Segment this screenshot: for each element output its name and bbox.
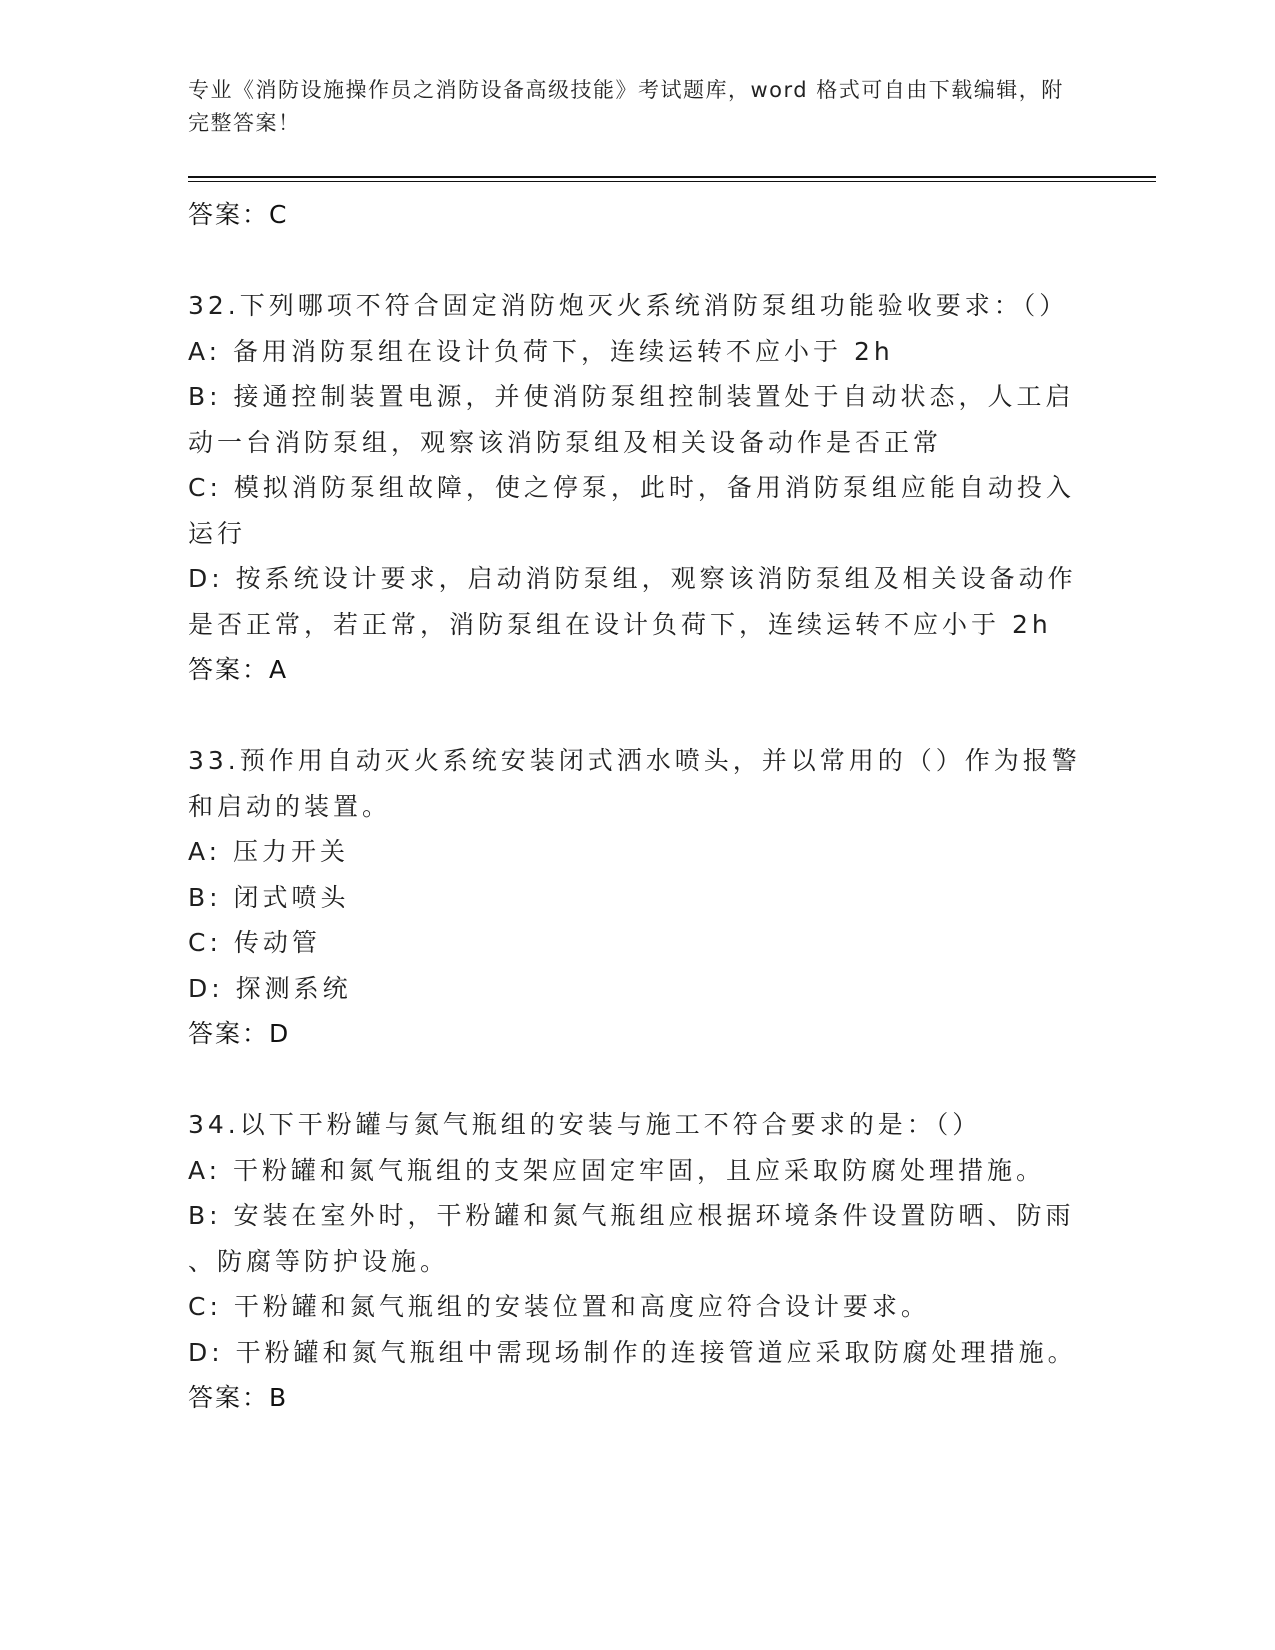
- answer-line: 答案：C: [188, 200, 289, 229]
- spacer: [188, 1057, 1088, 1103]
- question-33: [188, 738, 1088, 1057]
- option-line: 动一台消防泵组，观察该消防泵组及相关设备动作是否正常: [188, 427, 943, 457]
- answer-line: 答案：B: [188, 1383, 289, 1412]
- option-line: C: 干粉罐和氮气瓶组的安装位置和高度应符合设计要求。: [188, 1292, 930, 1321]
- spacer: [188, 238, 1088, 284]
- spacer: [188, 693, 1088, 739]
- question-34: [188, 1102, 1088, 1421]
- option-line: A: 备用消防泵组在设计负荷下，连续运转不应小于 2h: [188, 336, 894, 366]
- option-line: B: 安装在室外时，干粉罐和氮气瓶组应根据环境条件设置防晒、防雨: [188, 1201, 1075, 1230]
- option-line: C: 传动管: [188, 928, 321, 957]
- option-line: A: 干粉罐和氮气瓶组的支架应固定牢固，且应采取防腐处理措施。: [188, 1155, 1046, 1185]
- option-line: B: 接通控制装置电源，并使消防泵组控制装置处于自动状态，人工启: [188, 382, 1075, 411]
- answer-line: 答案：D: [188, 1019, 291, 1048]
- question-text: 32.下列哪项不符合固定消防炮灭火系统消防泵组功能验收要求：（）: [188, 291, 1069, 320]
- header-rule-thick: [188, 176, 1156, 178]
- option-line: A: 压力开关: [188, 837, 350, 866]
- option-line: B: 闭式喷头: [188, 882, 350, 912]
- question-text: 和启动的装置。: [188, 791, 392, 821]
- option-line: 是否正常，若正常，消防泵组在设计负荷下，连续运转不应小于 2h: [188, 609, 1052, 639]
- option-line: C: 模拟消防泵组故障，使之停泵，此时，备用消防泵组应能自动投入: [188, 473, 1075, 502]
- option-line: D: 探测系统: [188, 973, 352, 1003]
- header-rule-thin: [188, 181, 1156, 182]
- question-text: 34.以下干粉罐与氮气瓶组的安装与施工不符合要求的是：（）: [188, 1110, 982, 1139]
- answer-line: 答案：A: [188, 655, 289, 684]
- option-line: D: 按系统设计要求，启动消防泵组，观察该消防泵组及相关设备动作: [188, 564, 1077, 593]
- option-line: D: 干粉罐和氮气瓶组中需现场制作的连接管道应采取防腐处理措施。: [188, 1337, 1077, 1367]
- option-line: 运行: [188, 518, 247, 548]
- question-text: 33.预作用自动灭火系统安装闭式洒水喷头，并以常用的（）作为报警: [188, 746, 1081, 775]
- question-content: [188, 192, 1088, 1421]
- option-line: 、防腐等防护设施。: [188, 1246, 450, 1276]
- page-header: 专业《消防设施操作员之消防设备高级技能》考试题库，word 格式可自由下载编辑，附完整答案！: [188, 78, 1064, 135]
- question-32: [188, 283, 1088, 693]
